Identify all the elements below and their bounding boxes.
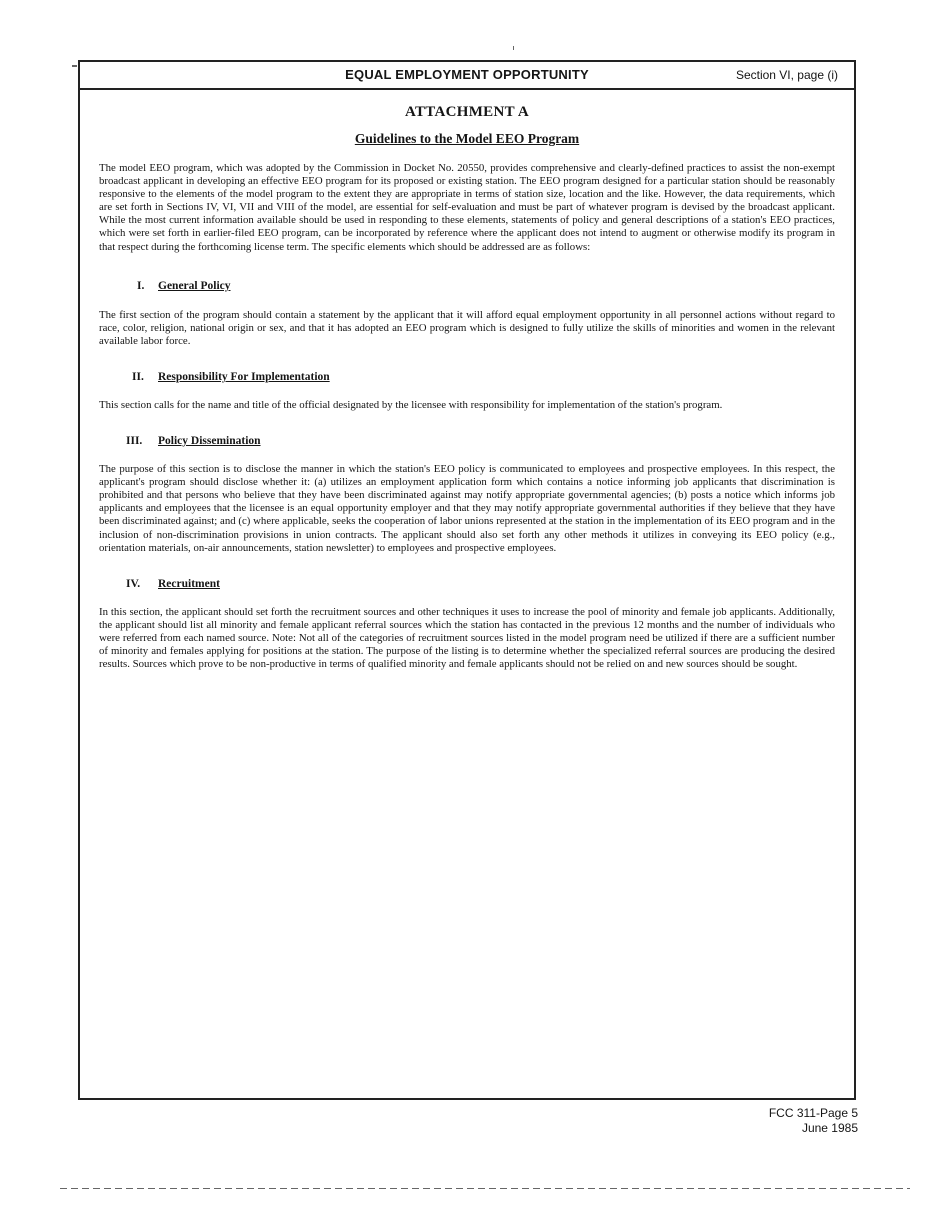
subtitle-text: Guidelines to the Model EEO Program	[354, 131, 580, 146]
section-number: I.	[137, 279, 145, 292]
scan-mark	[513, 46, 514, 50]
section-title: General Policy	[158, 279, 231, 292]
attachment-title: ATTACHMENT A	[404, 104, 530, 120]
page-bottom-rule	[60, 1188, 910, 1189]
section-policy-dissemination	[99, 435, 835, 555]
section-responsibility	[99, 371, 835, 412]
section-body: The first section of the program should contain a statement by the applicant that it will afford equal employment opportunity in all personnel actions without regard to race, color, religion, national origin or sex, and that it has adopted an EEO program which is designed to fully utilize the skills of minorities and women in the relevant available labor force.	[99, 308, 835, 347]
form-page-number: FCC 311-Page 5	[768, 1106, 858, 1120]
section-number: II.	[132, 370, 144, 383]
section-number: III.	[126, 435, 143, 448]
section-title: Policy Dissemination	[158, 435, 261, 448]
section-heading	[99, 435, 835, 447]
form-date: June 1985	[801, 1121, 858, 1135]
header-section-label: Section VI, page (i)	[735, 68, 838, 82]
scan-mark	[72, 65, 77, 67]
section-heading	[99, 578, 835, 590]
page-footer	[769, 1106, 858, 1136]
page-frame	[78, 60, 856, 1100]
intro-paragraph: The model EEO program, which was adopted by the Commission in Docket No. 20550, provides comprehensive and clearly-defined practices to assist the non-exempt broadcast applicant in developing an effective EEO program for its proposed or existing station. The EEO program designed for a particular station should be reasonably responsive to the elements of the model program to the extent they are appropriate in terms of station size, location and the like. However, the data requirements, which are set forth in Sections IV, VI, VII and VIII of the model, are essential for self-evaluation and must be part of whatever program is devised by the broadcast applicant. While the most current information available should be used in responding to these elements, statements of policy and general descriptions of a station's EEO practices, which were set forth in earlier-filed EEO program, can be incorporated by reference where the applicant does not intend to augment or otherwise modify its program in that respect during the forthcoming license term. The specific elements which should be addressed are as follows:	[99, 162, 835, 253]
section-general-policy	[99, 280, 835, 348]
section-recruitment	[99, 578, 835, 671]
document-body	[99, 104, 835, 671]
section-title: Responsibility For Implementation	[158, 370, 330, 383]
section-heading	[99, 371, 835, 383]
document-subtitle	[99, 131, 835, 147]
section-heading	[99, 280, 835, 292]
section-number: IV.	[126, 577, 141, 590]
header-title: EQUAL EMPLOYMENT OPPORTUNITY	[345, 67, 589, 82]
page-header	[80, 62, 854, 90]
section-body: In this section, the applicant should set forth the recruitment sources and other techniques it uses to increase the pool of minority and female job applicants. Additionally, the applicant should list all minority and female applicant referral sources which the station has contacted in the previous 12 months and the number of individuals who were referred from each named source. Note: Not all of the categories of recruitment sources listed in the model program need be utilized if there are a sufficient number of minority and females applying for positions at the station. The purpose of the listing is to determine whether the specialized referral sources are producing the desired results. Sources which prove to be non-productive in terms of qualified minority and female applicants should not be relied on and new sources should be sought.	[99, 605, 835, 671]
section-body: This section calls for the name and title of the official designated by the licensee with responsibility for implementation of the station's program.	[99, 398, 723, 411]
section-body: The purpose of this section is to disclose the manner in which the station's EEO policy is communicated to employees and prospective employees. In this respect, the applicant's program should disclose whether it: (a) utilizes an employment application form which contains a notice informing job applicants that discrimination is prohibited and that persons who believe that they have been discriminated against may notify appropriate governmental agencies; (b) posts a notice which informs job applicants and employees that the licensee is an equal opportunity employer and that they may notify appropriate governmental authorities if they believe that they have been discriminated against; and (c) where applicable, seeks the cooperation of labor unions represented at the station in the implementation of its EEO program and in the inclusion of non-discrimination provisions in union contracts. The applicant should also set forth any other methods it utilizes in conveying its EEO policy (e.g., orientation materials, on-air announcements, station newsletter) to employees and prospective employees.	[99, 463, 835, 554]
section-title: Recruitment	[158, 577, 220, 590]
